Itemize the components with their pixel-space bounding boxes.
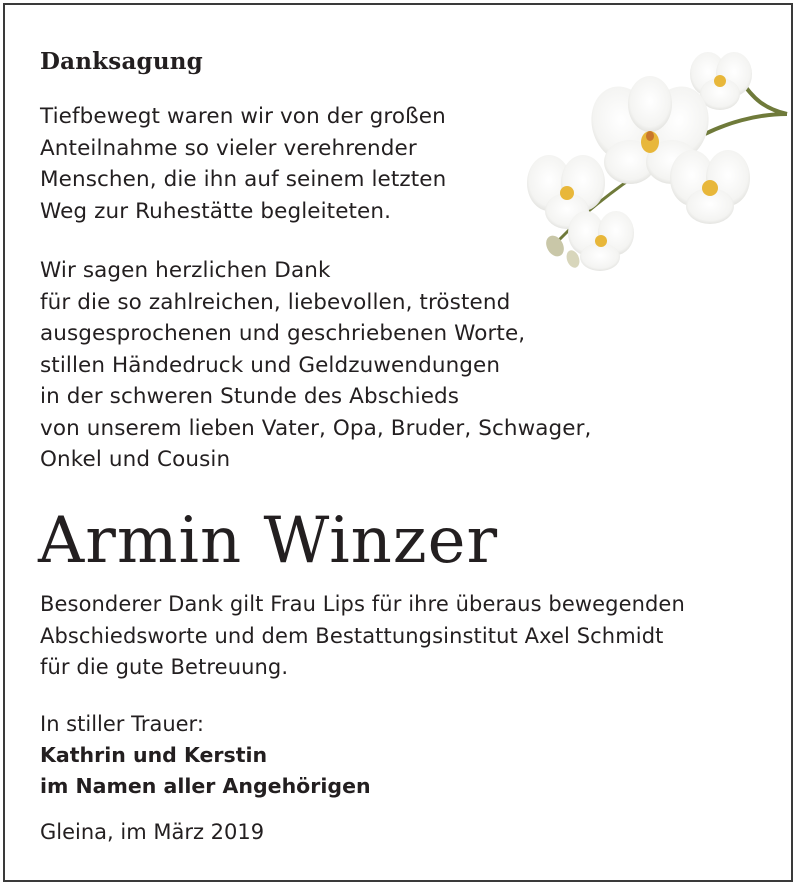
obituary-card [3, 3, 793, 882]
intro-line: Anteilnahme so vieler verehrender [40, 135, 417, 161]
heading: Danksagung [40, 48, 203, 75]
thanks-line: ausgesprochenen und geschriebenen Worte, [40, 321, 526, 346]
special-line: Besonderer Dank gilt Frau Lips für ihre überaus bewegenden [40, 592, 685, 616]
mourning-intro: In stiller Trauer: [40, 712, 204, 736]
special-line: Abschiedsworte und dem Bestattungsinstitut Axel Schmidt [40, 623, 664, 648]
intro-paragraph [40, 101, 446, 227]
special-line: für die gute Betreuung. [40, 655, 289, 679]
intro-line: Menschen, die ihn auf seinem letzten [40, 167, 447, 192]
thanks-line: in der schweren Stunde des Abschieds [40, 384, 460, 409]
intro-line: Tiefbewegt waren wir von der großen [40, 104, 446, 129]
thanks-line: Wir sagen herzlichen Dank [40, 258, 331, 283]
special-thanks-paragraph [40, 589, 685, 684]
thanks-line: stillen Händedruck und Geldzuwendungen [40, 352, 501, 378]
thanks-line: für die so zahlreichen, liebevollen, tröstend [40, 289, 511, 315]
mourning-block [40, 709, 371, 802]
thanks-line: von unserem lieben Vater, Opa, Bruder, Schwager, [40, 415, 592, 441]
mourner-family: im Namen aller Angehörigen [40, 774, 371, 798]
place-date: Gleina, im März 2019 [40, 820, 265, 844]
intro-line: Weg zur Ruhestätte begleiteten. [40, 198, 392, 224]
thanks-paragraph [40, 255, 592, 476]
thanks-line: Onkel und Cousin [40, 447, 231, 472]
deceased-name: Armin Winzer [38, 504, 499, 578]
orchid-icon [525, 39, 800, 289]
mourner-names: Kathrin und Kerstin [40, 743, 268, 767]
